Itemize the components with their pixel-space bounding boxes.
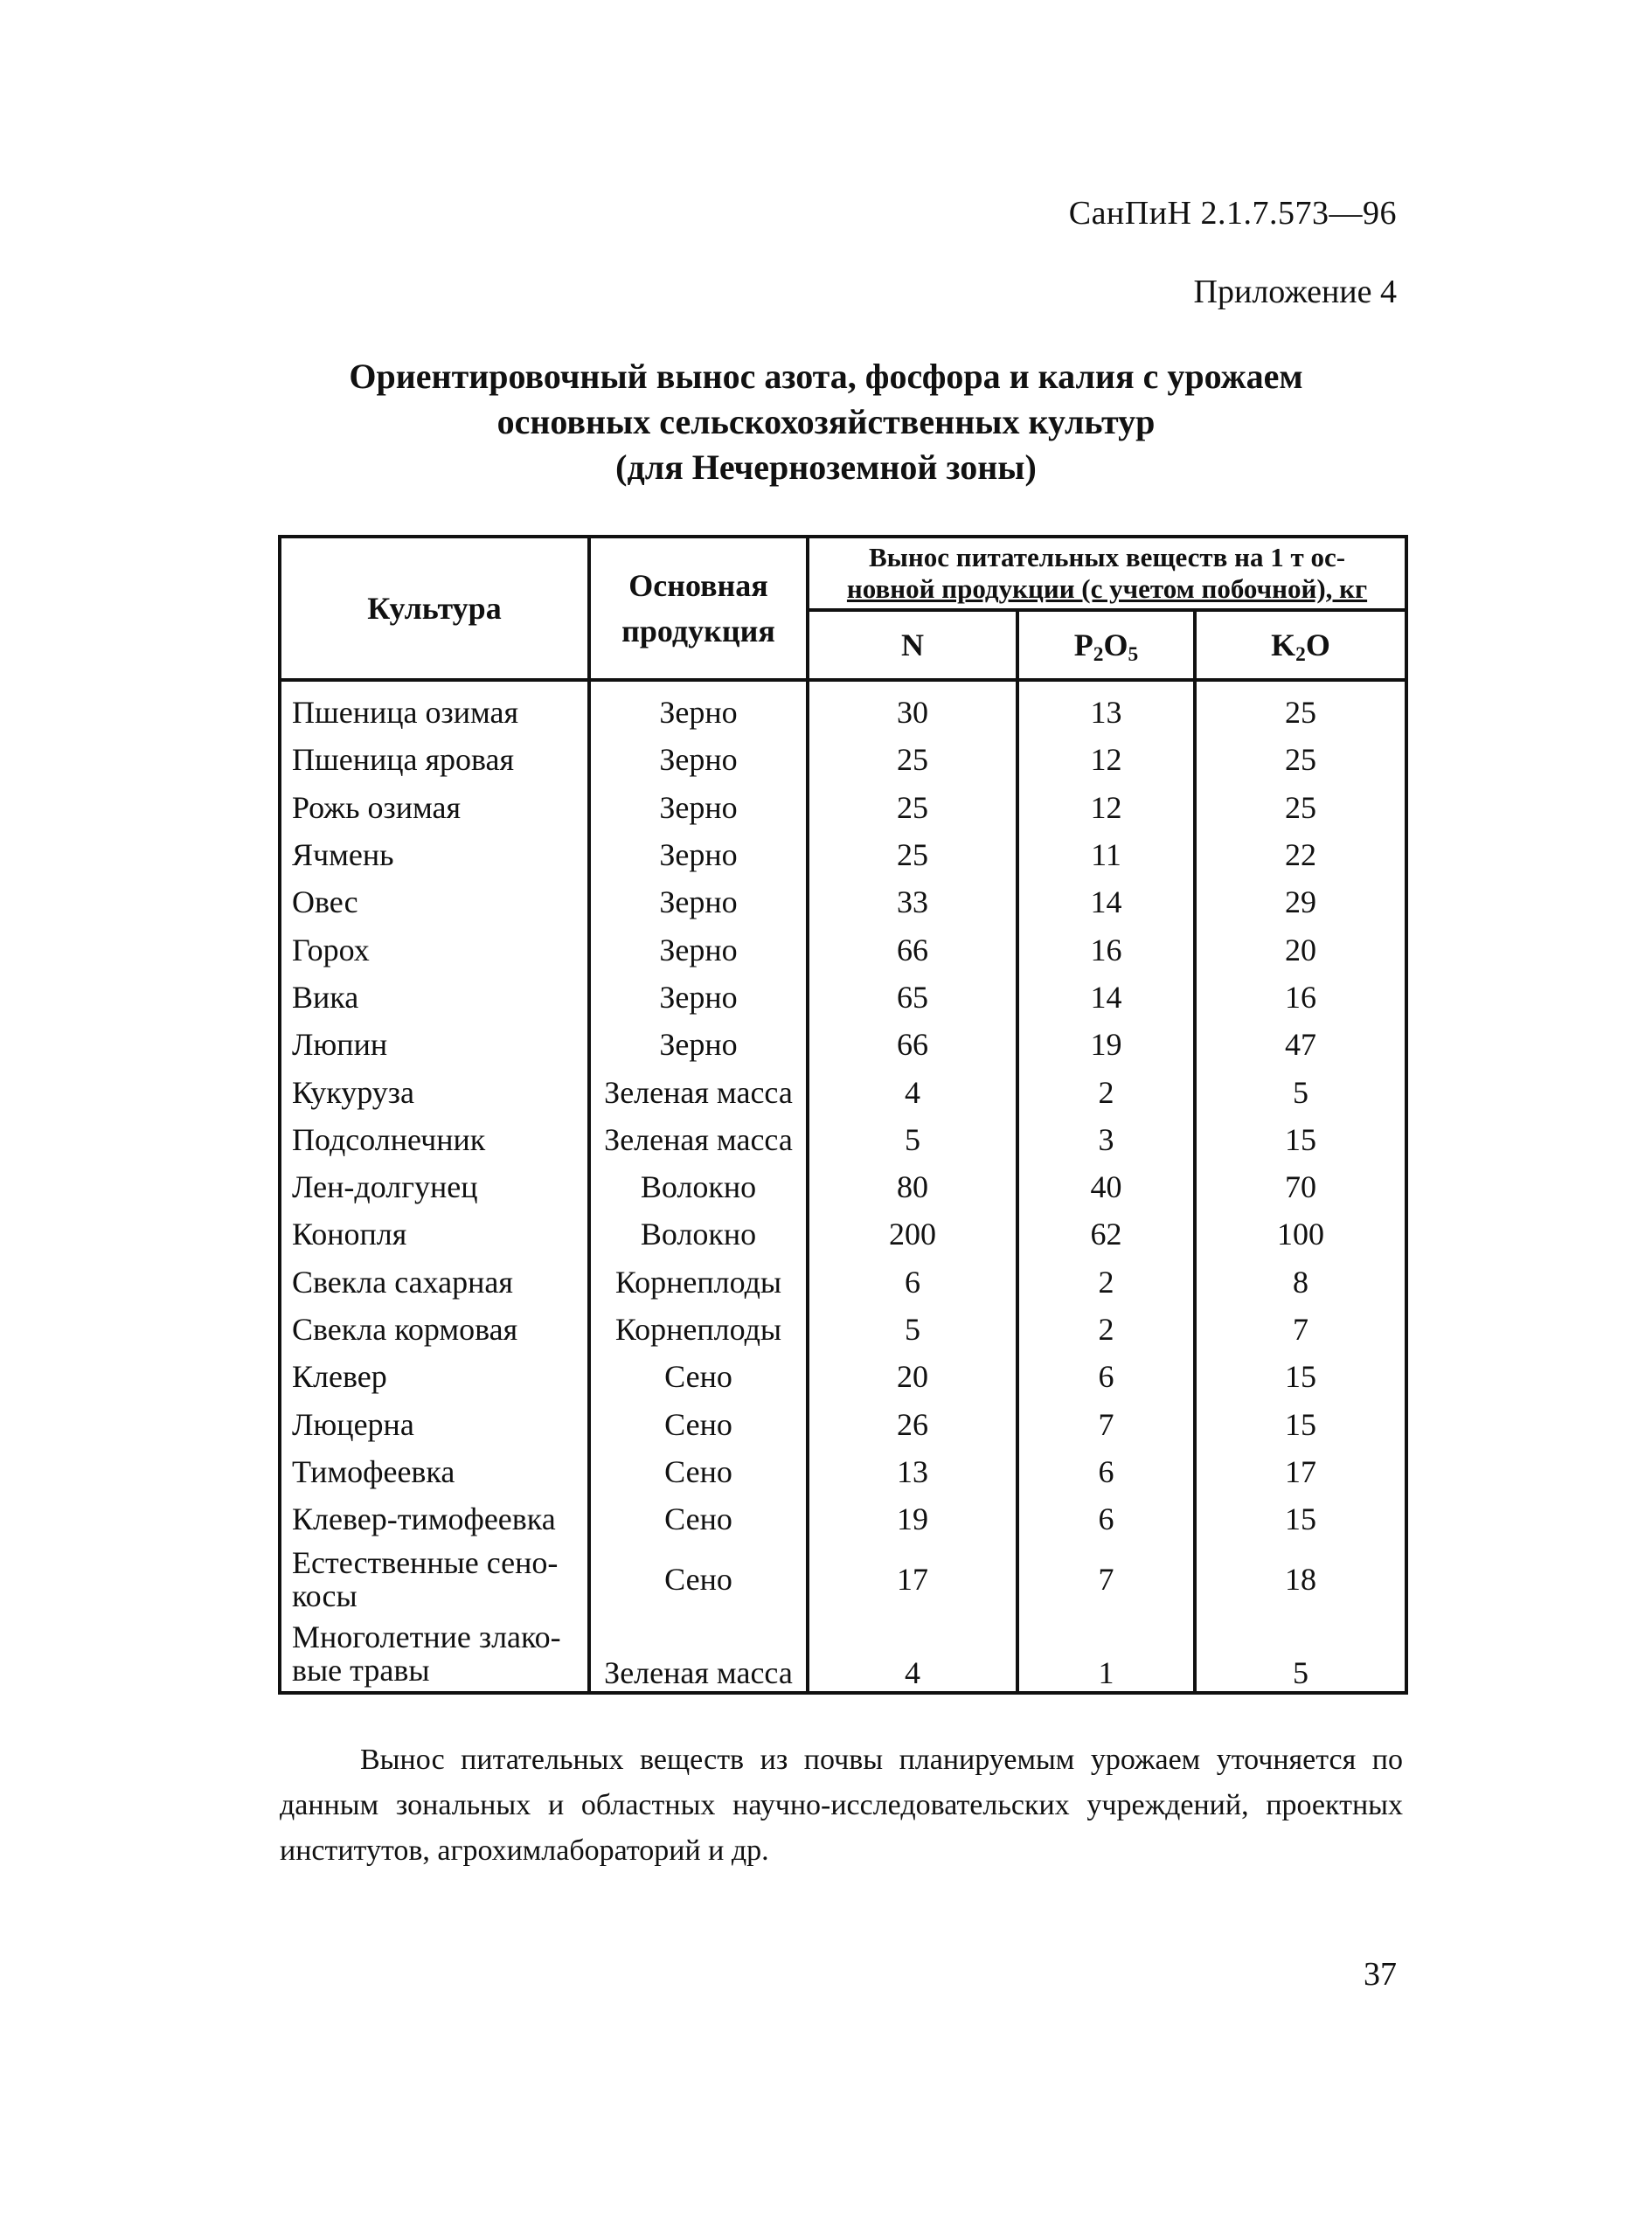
title-line-1: Ориентировочный вынос азота, фосфора и калия с урожаем [349, 357, 1303, 396]
cell-n: 4 [808, 1616, 1017, 1693]
cell-crop: Горох [280, 926, 589, 973]
cell-n: 5 [808, 1306, 1017, 1353]
cell-n: 80 [808, 1163, 1017, 1210]
cell-product: Зеленая масса [589, 1068, 808, 1115]
cell-crop: Овес [280, 878, 589, 926]
cell-crop: Свекла кормовая [280, 1306, 589, 1353]
cell-p2o5: 16 [1017, 926, 1195, 973]
cell-n: 30 [808, 680, 1017, 736]
cell-n: 25 [808, 831, 1017, 878]
appendix-label: Приложение 4 [1193, 274, 1397, 310]
cell-n: 5 [808, 1116, 1017, 1163]
cell-p2o5: 6 [1017, 1495, 1195, 1543]
cell-product: Зерно [589, 831, 808, 878]
cell-product: Зеленая масса [589, 1616, 808, 1693]
table-row [280, 831, 1406, 878]
document-code: СанПиН 2.1.7.573—96 [1068, 195, 1397, 232]
cell-crop: Многолетние злако- вые травы [280, 1616, 589, 1693]
cell-crop: Пшеница озимая [280, 680, 589, 736]
cell-k2o: 5 [1195, 1068, 1406, 1115]
cell-crop: Конопля [280, 1210, 589, 1258]
cell-k2o: 18 [1195, 1543, 1406, 1616]
cell-k2o: 17 [1195, 1448, 1406, 1495]
cell-n: 17 [808, 1543, 1017, 1616]
header-nutrient-group [808, 537, 1406, 610]
cell-crop: Клевер-тимофеевка [280, 1495, 589, 1543]
table-row [280, 878, 1406, 926]
table-row [280, 1495, 1406, 1543]
cell-crop: Ячмень [280, 831, 589, 878]
table-row [280, 974, 1406, 1021]
cell-n: 200 [808, 1210, 1017, 1258]
cell-p2o5: 2 [1017, 1306, 1195, 1353]
cell-product: Корнеплоды [589, 1306, 808, 1353]
cell-n: 26 [808, 1400, 1017, 1447]
cell-product: Зерно [589, 926, 808, 973]
cell-p2o5: 6 [1017, 1353, 1195, 1400]
cell-crop: Рожь озимая [280, 784, 589, 831]
cell-k2o: 15 [1195, 1495, 1406, 1543]
cell-product: Зерно [589, 1021, 808, 1068]
cell-product: Зерно [589, 878, 808, 926]
header-group-line-1: Вынос питательных веществ на 1 т ос- [868, 542, 1346, 572]
table-row [280, 1116, 1406, 1163]
cell-product: Зерно [589, 784, 808, 831]
cell-k2o: 25 [1195, 736, 1406, 783]
cell-product: Корнеплоды [589, 1259, 808, 1306]
cell-k2o: 5 [1195, 1616, 1406, 1693]
table-row [280, 1448, 1406, 1495]
page-number: 37 [1364, 1956, 1397, 1993]
cell-k2o: 22 [1195, 831, 1406, 878]
cell-crop: Клевер [280, 1353, 589, 1400]
header-group-line-2: новной продукции (с учетом побочной), кг [846, 573, 1368, 604]
cell-p2o5: 1 [1017, 1616, 1195, 1693]
cell-product: Зеленая масса [589, 1116, 808, 1163]
cell-product: Волокно [589, 1163, 808, 1210]
cell-k2o: 70 [1195, 1163, 1406, 1210]
table-row [280, 1353, 1406, 1400]
cell-n: 65 [808, 974, 1017, 1021]
cell-n: 19 [808, 1495, 1017, 1543]
cell-product: Сено [589, 1400, 808, 1447]
table-row [280, 784, 1406, 831]
cell-n: 4 [808, 1068, 1017, 1115]
header-crop: Культура [280, 537, 589, 680]
cell-p2o5: 19 [1017, 1021, 1195, 1068]
cell-crop: Естественные сено- косы [280, 1543, 589, 1616]
table-row [280, 926, 1406, 973]
cell-p2o5: 62 [1017, 1210, 1195, 1258]
cell-n: 66 [808, 1021, 1017, 1068]
cell-n: 33 [808, 878, 1017, 926]
cell-product: Сено [589, 1495, 808, 1543]
cell-product: Сено [589, 1448, 808, 1495]
cell-k2o: 29 [1195, 878, 1406, 926]
cell-k2o: 16 [1195, 974, 1406, 1021]
table-row [280, 1616, 1406, 1693]
cell-k2o: 100 [1195, 1210, 1406, 1258]
cell-p2o5: 40 [1017, 1163, 1195, 1210]
cell-p2o5: 7 [1017, 1543, 1195, 1616]
cell-product: Сено [589, 1543, 808, 1616]
title-line-3: (для Нечерноземной зоны) [615, 447, 1037, 487]
table-row [280, 1400, 1406, 1447]
table-row [280, 1068, 1406, 1115]
table-row [280, 680, 1406, 736]
cell-crop: Вика [280, 974, 589, 1021]
cell-p2o5: 14 [1017, 878, 1195, 926]
cell-crop: Свекла сахарная [280, 1259, 589, 1306]
nutrient-removal-table [278, 535, 1408, 1695]
cell-n: 13 [808, 1448, 1017, 1495]
cell-crop: Пшеница яровая [280, 736, 589, 783]
table-row [280, 1306, 1406, 1353]
cell-k2o: 25 [1195, 680, 1406, 736]
cell-p2o5: 11 [1017, 831, 1195, 878]
cell-crop: Люпин [280, 1021, 589, 1068]
cell-product: Волокно [589, 1210, 808, 1258]
table-row [280, 1163, 1406, 1210]
cell-p2o5: 3 [1017, 1116, 1195, 1163]
title-line-2: основных сельскохозяйственных культур [496, 402, 1156, 441]
cell-p2o5: 12 [1017, 736, 1195, 783]
table-row [280, 1259, 1406, 1306]
cell-k2o: 8 [1195, 1259, 1406, 1306]
cell-k2o: 15 [1195, 1353, 1406, 1400]
cell-n: 66 [808, 926, 1017, 973]
cell-p2o5: 7 [1017, 1400, 1195, 1447]
cell-product: Зерно [589, 974, 808, 1021]
table-row [280, 736, 1406, 783]
cell-n: 25 [808, 784, 1017, 831]
cell-k2o: 15 [1195, 1116, 1406, 1163]
cell-p2o5: 2 [1017, 1068, 1195, 1115]
table-row [280, 1210, 1406, 1258]
cell-product: Зерно [589, 736, 808, 783]
cell-n: 6 [808, 1259, 1017, 1306]
cell-product: Сено [589, 1353, 808, 1400]
cell-k2o: 7 [1195, 1306, 1406, 1353]
cell-product: Зерно [589, 680, 808, 736]
footnote-paragraph: Вынос питательных веществ из почвы планируемым урожаем уточняется по данным зональных и областных научно-исследовательских учреждений, проектных институтов, агрохимлабораторий и др. [280, 1744, 1403, 1867]
cell-p2o5: 2 [1017, 1259, 1195, 1306]
cell-p2o5: 14 [1017, 974, 1195, 1021]
cell-k2o: 47 [1195, 1021, 1406, 1068]
table-row [280, 1021, 1406, 1068]
cell-k2o: 20 [1195, 926, 1406, 973]
header-k2o: $K_2O$ [1195, 610, 1406, 680]
cell-k2o: 25 [1195, 784, 1406, 831]
cell-crop: Тимофеевка [280, 1448, 589, 1495]
cell-n: 25 [808, 736, 1017, 783]
header-n: N [808, 610, 1017, 680]
cell-crop: Подсолнечник [280, 1116, 589, 1163]
cell-p2o5: 12 [1017, 784, 1195, 831]
cell-p2o5: 13 [1017, 680, 1195, 736]
cell-crop: Лен-долгунец [280, 1163, 589, 1210]
header-p2o5: $P_2O_5$ [1017, 610, 1195, 680]
cell-n: 20 [808, 1353, 1017, 1400]
table-row [280, 1543, 1406, 1616]
cell-p2o5: 6 [1017, 1448, 1195, 1495]
cell-crop: Люцерна [280, 1400, 589, 1447]
header-product: Основная продукция [589, 537, 808, 680]
cell-k2o: 15 [1195, 1400, 1406, 1447]
cell-crop: Кукуруза [280, 1068, 589, 1115]
table-title [262, 354, 1390, 490]
